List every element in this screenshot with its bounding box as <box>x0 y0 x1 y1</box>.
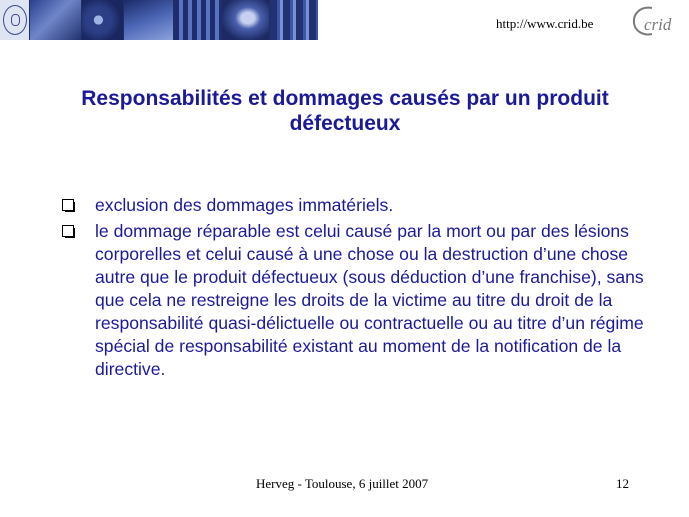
bullet-item <box>62 194 662 217</box>
bullet-item <box>62 220 662 381</box>
bullet-list <box>62 194 662 384</box>
banner-photo <box>30 0 82 40</box>
header-url[interactable]: http://www.crid.be <box>496 16 594 31</box>
bullet-text: le dommage réparable est celui causé par la mort ou par des lésions corporelles et celui causé à une chose ou la destruction d’une chose autre que le produit défectueux (sous déduction d’une franchise), sans que cela ne restreigne les droits de la victime au titre du droit de la responsabilité quasi-délictuelle ou contractuelle ou au titre d’un régime spécial de responsabilité existant au moment de la notification de la directive. <box>95 221 644 379</box>
checkbox-bullet-icon <box>62 199 74 211</box>
banner-photo <box>82 0 124 40</box>
footer-text: Herveg - Toulouse, 6 juillet 2007 <box>256 476 429 491</box>
banner-photo <box>222 0 270 40</box>
slide-title: Responsabilités et dommages causés par un produit défectueux <box>81 87 609 135</box>
crid-logo-icon <box>630 4 678 40</box>
logo-text: crid <box>644 15 672 34</box>
banner-photo <box>270 0 318 40</box>
header-banner <box>0 0 318 40</box>
page-number: 12 <box>616 476 629 491</box>
bullet-text: exclusion des dommages immatériels. <box>95 195 394 215</box>
banner-photo <box>124 0 174 40</box>
university-seal-icon <box>0 0 30 40</box>
checkbox-bullet-icon <box>62 225 74 237</box>
banner-photo <box>174 0 222 40</box>
